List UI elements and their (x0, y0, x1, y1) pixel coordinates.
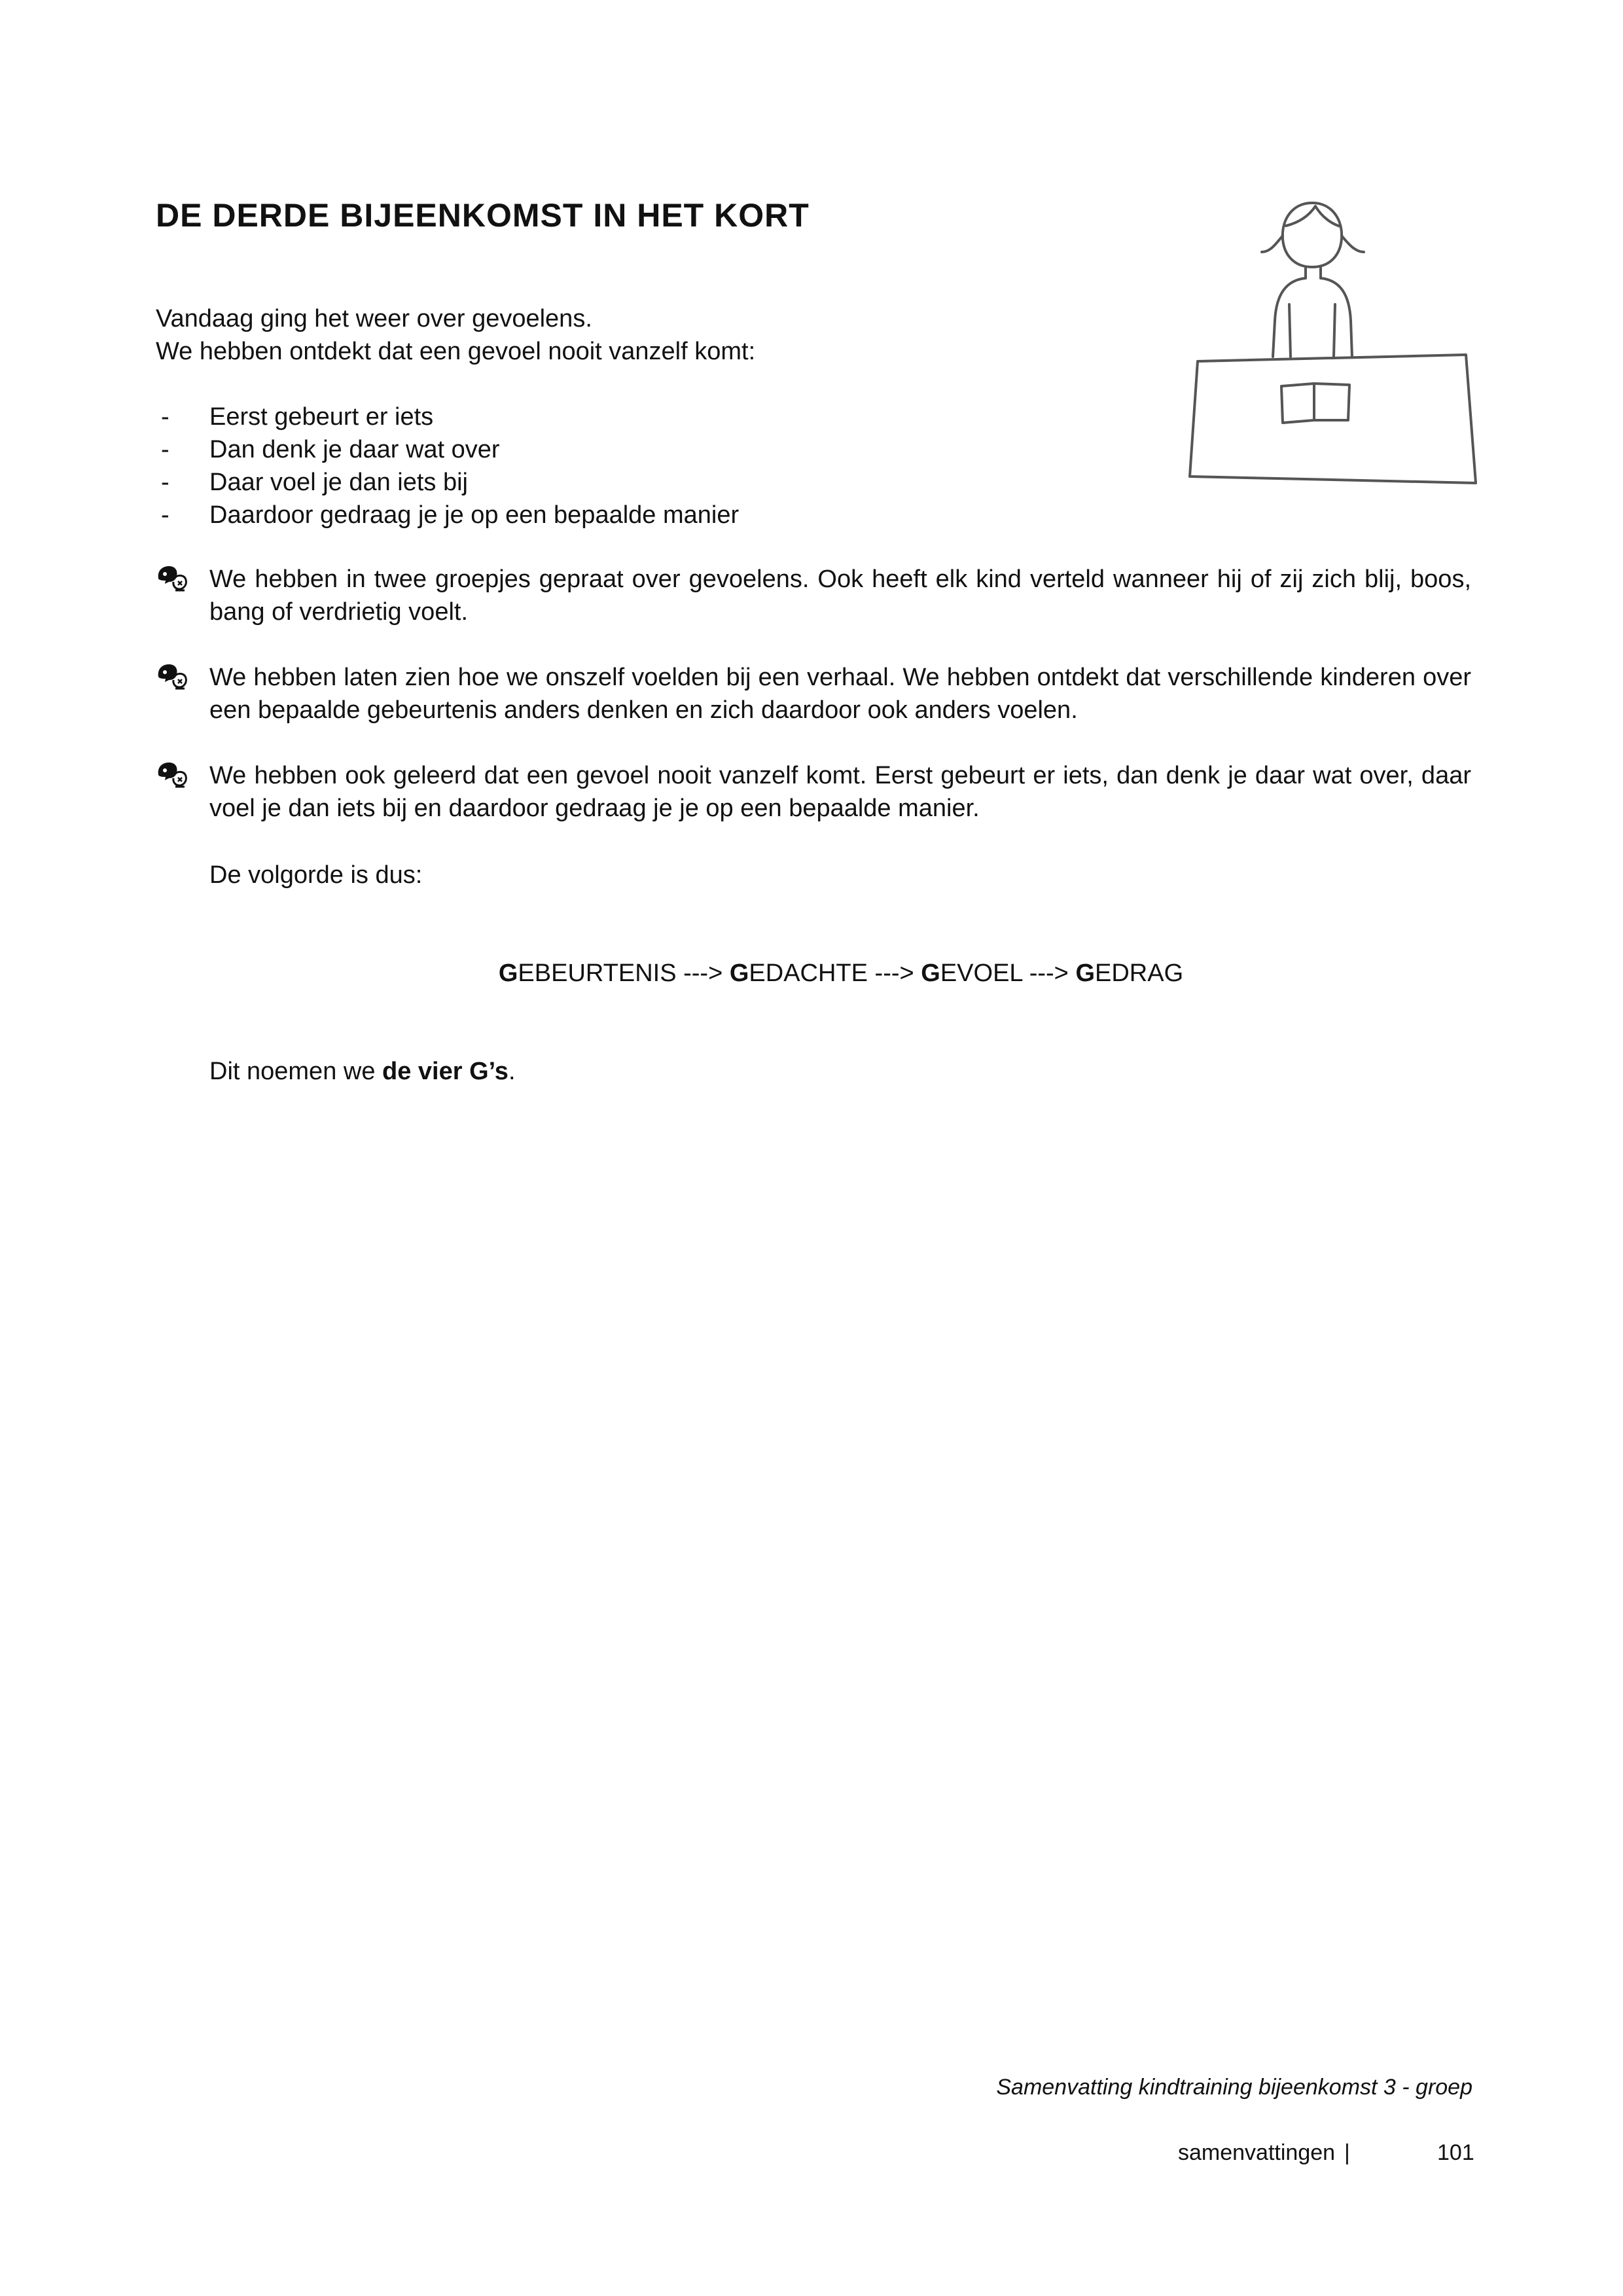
sequence-arrow: ---> (1022, 960, 1076, 987)
talking-children-icon (156, 662, 188, 691)
sequence-arrow: ---> (676, 960, 730, 987)
sequence-word: EBEURTENIS (518, 960, 677, 987)
footer-caption: Samenvatting kindtraining bijeenkomst 3 - groep (996, 2075, 1472, 2100)
intro-line-1: Vandaag ging het weer over gevoelens. (156, 305, 592, 332)
page-number: 101 (1437, 2140, 1474, 2165)
activity-text: We hebben in twee groepjes gepraat over gevoelens. Ook heeft elk kind verteld wanneer hij of zij zich blij, boos, bang of verdrietig voelt. (209, 565, 1471, 626)
sequence-initial: G (729, 960, 749, 987)
four-gs-sequence (209, 957, 1472, 990)
sequence-initial: G (921, 960, 940, 987)
bullet-dash: - (161, 403, 169, 431)
intro-line-2: We hebben ontdekt dat een gevoel nooit vanzelf komt: (156, 338, 756, 365)
activity-item (156, 563, 1471, 628)
sequence-intro: De volgorde is dus: (209, 861, 423, 889)
sequence-initial: G (498, 960, 518, 987)
steps-list (156, 401, 739, 531)
conclusion (209, 1055, 516, 1088)
list-item (156, 499, 739, 531)
sequence-word: EDACHTE (749, 960, 868, 987)
activity-item (156, 759, 1471, 825)
list-item-text: Daardoor gedraag je je op een bepaalde manier (209, 501, 740, 529)
conclusion-prefix: Dit noemen we (209, 1058, 383, 1085)
conclusion-emphasis: de vier G’s (382, 1058, 508, 1085)
bullet-dash: - (161, 436, 169, 463)
footer-section-name: samenvattingen (1178, 2140, 1336, 2165)
conclusion-suffix: . (508, 1058, 516, 1085)
girl-reading-at-table-illustration (1178, 190, 1486, 491)
list-item-text: Daar voel je dan iets bij (209, 469, 468, 496)
list-item (156, 401, 739, 433)
sequence-arrow: ---> (867, 960, 921, 987)
list-item-text: Dan denk je daar wat over (209, 436, 500, 463)
intro (156, 302, 755, 368)
bullet-dash: - (161, 501, 169, 529)
list-item (156, 466, 739, 499)
sequence-word: EVOEL (940, 960, 1023, 987)
list-item-text: Eerst gebeurt er iets (209, 403, 434, 431)
talking-children-icon (156, 761, 188, 789)
activity-text: We hebben laten zien hoe we onszelf voelden bij een verhaal. We hebben ontdekt dat verschillende kinderen over een bepaalde gebeurtenis anders denken en zich daardoor ook anders voelen. (209, 664, 1471, 724)
activity-item (156, 661, 1471, 726)
talking-children-icon (156, 564, 188, 593)
footer-section (1178, 2140, 1350, 2166)
page-title: DE DERDE BIJEENKOMST IN HET KORT (156, 197, 810, 234)
sequence-initial: G (1075, 960, 1095, 987)
activity-text: We hebben ook geleerd dat een gevoel nooit vanzelf komt. Eerst gebeurt er iets, dan denk je daar wat over, daar voel je dan iets bij en daardoor gedraag je je op een bepaalde manier. (209, 762, 1471, 822)
bullet-dash: - (161, 469, 169, 496)
sequence-word: EDRAG (1095, 960, 1184, 987)
footer-separator: | (1344, 2140, 1350, 2165)
list-item (156, 433, 739, 466)
